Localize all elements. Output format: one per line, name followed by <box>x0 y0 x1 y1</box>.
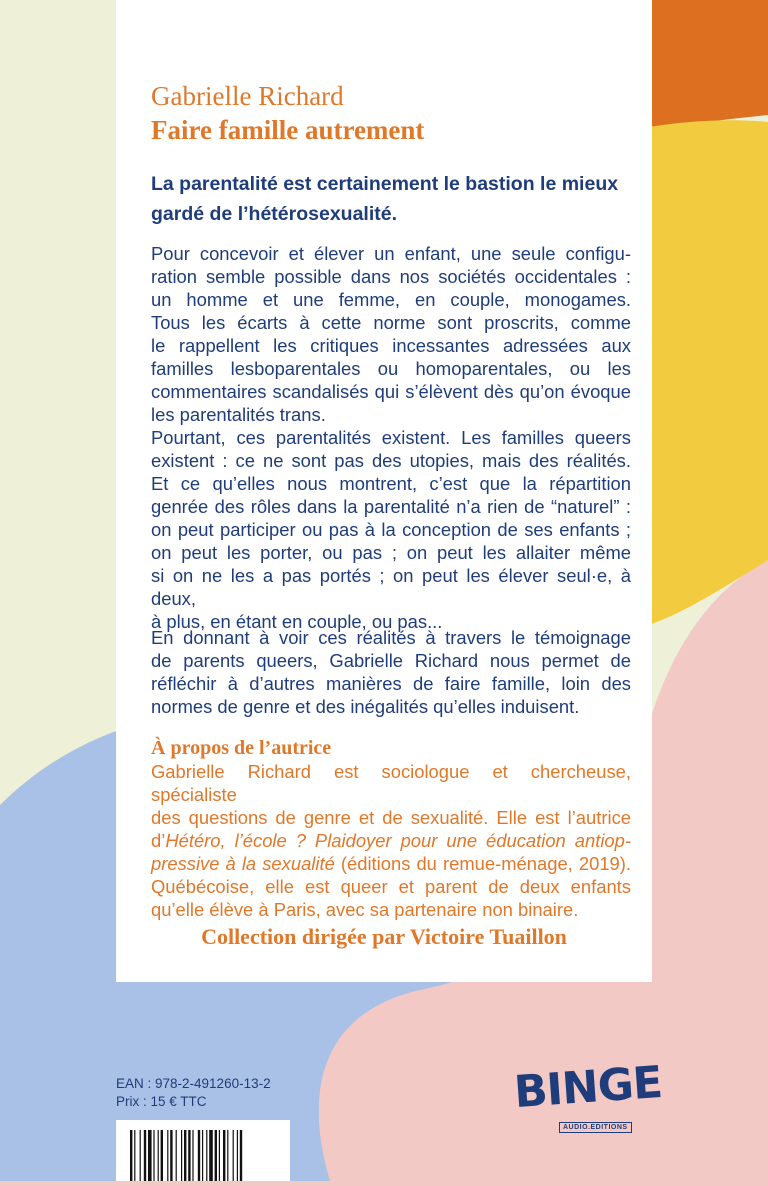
about-line: Québécoise, elle est queer et parent de deux enfants <box>151 876 631 897</box>
logo-subtitle: AUDIO.EDITIONS <box>559 1122 632 1133</box>
barcode <box>116 1120 290 1181</box>
body-line: Et ce qu’elles nous montrent, c’est que la répartition <box>151 473 631 494</box>
body-line: genrée des rôles dans la parentalité n’a rien de “naturel” : <box>151 496 631 517</box>
logo-wordmark: BINGE <box>512 1056 664 1119</box>
publisher-logo <box>512 1056 664 1144</box>
body-line: réfléchir à d’autres manières de faire famille, loin des <box>151 673 631 694</box>
about-line: Gabrielle Richard est sociologue et chercheuse, spécialiste <box>151 761 631 805</box>
author-name: Gabrielle Richard <box>151 81 344 111</box>
body-line: un homme et une femme, en couple, monogames. <box>151 289 631 310</box>
body-line: de parents queers, Gabrielle Richard nous permet de <box>151 650 631 671</box>
body-line: on peut participer ou pas à la conception de ses enfants ; <box>151 519 631 540</box>
body-paragraph-2 <box>151 426 631 633</box>
body-line: ration semble possible dans nos sociétés occidentales : <box>151 266 631 287</box>
book-reference: Hétéro, l’école ? Plaidoyer pour une éducation antiop- <box>165 830 631 851</box>
collection-credit: Collection dirigée par Victoire Tuaillon <box>201 924 567 949</box>
about-line: des questions de genre et de sexualité. Elle est l’autrice <box>151 807 631 828</box>
barcode-image <box>116 1120 290 1181</box>
about-paragraph <box>151 760 631 921</box>
body-paragraph-3 <box>151 626 631 718</box>
book-reference: pressive à la sexualité <box>151 853 335 874</box>
body-line: Pourtant, ces parentalités existent. Les familles queers <box>151 427 631 448</box>
body-line: à plus, en étant en couple, ou pas... <box>151 611 443 632</box>
book-title: Faire famille autrement <box>151 115 425 145</box>
body-line: le rappellent les critiques incessantes adressées aux <box>151 335 631 356</box>
body-line: les parentalités trans. <box>151 404 326 425</box>
price: Prix : 15 € TTC <box>116 1094 207 1109</box>
body-line: En donnant à voir ces réalités à travers le témoignage <box>151 627 631 648</box>
about-line <box>151 829 631 852</box>
body-line: Pour concevoir et élever un enfant, une seule configu- <box>151 243 631 264</box>
about-line: qu’elle élève à Paris, avec sa partenaire non binaire. <box>151 899 579 920</box>
ean-code: EAN : 978-2-491260-13-2 <box>116 1076 271 1091</box>
body-line: commentaires scandalisés qui s’élèvent dès qu’on évoque <box>151 381 631 402</box>
lead-paragraph <box>151 169 631 229</box>
about-text: (éditions du remue-ménage, 2019). <box>334 853 632 874</box>
body-line: familles lesboparentales ou homoparentales, ou les <box>151 358 631 379</box>
body-line: si on ne les a pas portés ; on peut les élever seul·e, à deux, <box>151 565 631 609</box>
about-heading: À propos de l’autrice <box>151 737 332 759</box>
body-line: Tous les écarts à cette norme sont proscrits, comme <box>151 312 631 333</box>
lead-line: La parentalité est certainement le bastion le mieux <box>151 173 619 195</box>
body-paragraph-1 <box>151 242 631 426</box>
body-line: existent : ce ne sont pas des utopies, mais des réalités. <box>151 450 631 471</box>
about-line <box>151 852 631 875</box>
about-text: d’ <box>151 830 166 851</box>
body-line: on peut les porter, ou pas ; on peut les allaiter même <box>151 542 631 563</box>
product-info <box>116 1075 271 1111</box>
body-line: normes de genre et des inégalités qu’elles induisent. <box>151 696 580 717</box>
lead-line: gardé de l’hétérosexualité. <box>151 203 398 225</box>
